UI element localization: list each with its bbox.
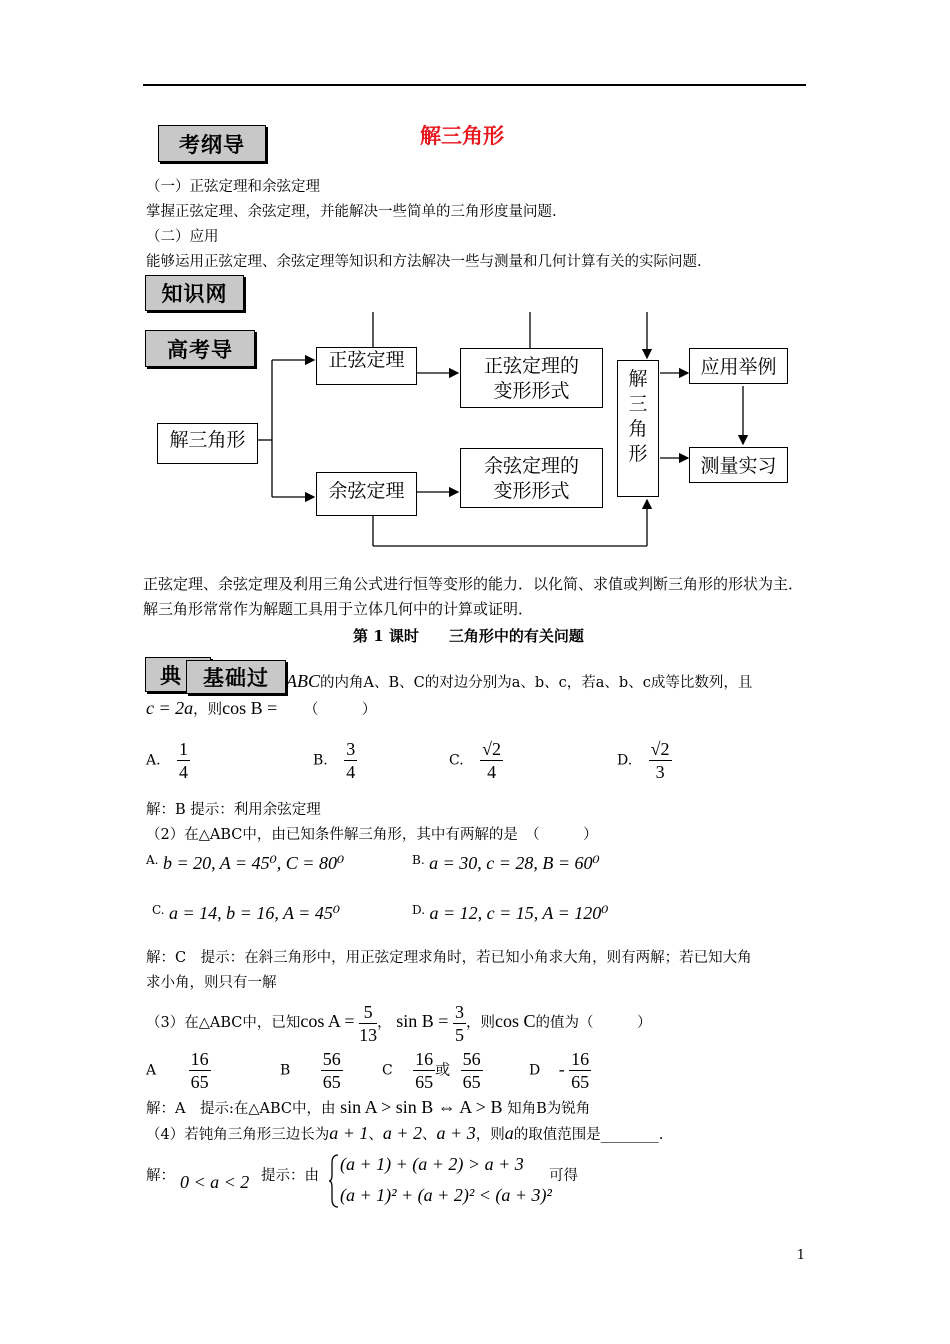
node-sine-variant bbox=[460, 348, 603, 408]
q4-system-line2: (a + 1)² + (a + 2)² < (a + 3)² bbox=[340, 1185, 552, 1205]
q3-c-den1: 65 bbox=[415, 1072, 434, 1092]
q1-stem-a: 的内角A、B、C的对边分别为a、b、c，若a、b、c成等比数列，且 bbox=[320, 675, 753, 691]
q4-hint: 提示：由 bbox=[261, 1168, 319, 1184]
page-number: 1 bbox=[796, 1248, 805, 1263]
q1-cosB: cos B = bbox=[222, 698, 278, 718]
q3-stem-b: ，则 bbox=[466, 1015, 496, 1031]
q3-c-num2: 56 bbox=[462, 1049, 481, 1069]
q4-s2: a + 2 bbox=[382, 1123, 423, 1143]
node-sine-variant-label: 正弦定理的变形形式 bbox=[483, 355, 579, 402]
q3-a-label: A bbox=[146, 1062, 157, 1079]
q1-stem-b: ，则 bbox=[193, 702, 223, 718]
q3-c-label: C bbox=[382, 1062, 393, 1079]
q2-d-label: D. bbox=[412, 903, 426, 917]
q3-cosC: cos C bbox=[495, 1011, 536, 1031]
tag-kaogang: 考纲导 bbox=[158, 125, 266, 162]
node-measure-label: 测量实习 bbox=[700, 455, 777, 477]
q4-s1: a + 1 bbox=[329, 1123, 369, 1143]
q3-answer-expr: sin A > sin B ⇔ A > B bbox=[340, 1097, 503, 1117]
q4-answer-expr: 0 < a < 2 bbox=[180, 1172, 250, 1192]
q3-sinB-den: 5 bbox=[455, 1024, 465, 1045]
q2-c-expr: a = 14, b = 16, A = 45⁰ bbox=[169, 903, 341, 923]
q3-stem-c: 的值为（ ） bbox=[535, 1015, 652, 1031]
q3-sinB: sin B = bbox=[396, 1011, 449, 1031]
node-cosine bbox=[316, 472, 417, 516]
q1-abc: ABC bbox=[286, 671, 320, 691]
node-root-label: 解三角形 bbox=[169, 429, 246, 451]
q3-b-num: 56 bbox=[322, 1049, 341, 1069]
lesson-title: 第 1 课时 三角形中的有关问题 bbox=[353, 627, 584, 645]
q3-cosA-num: 5 bbox=[359, 1001, 377, 1024]
q1-b-num: 3 bbox=[346, 739, 356, 759]
q2-b-label: B. bbox=[412, 853, 425, 867]
q1-c-label: C. bbox=[449, 752, 464, 769]
node-sine-label: 正弦定理 bbox=[328, 349, 405, 371]
q4-system-line1: (a + 1) + (a + 2) > a + 3 bbox=[340, 1154, 524, 1174]
q4-system-brace bbox=[328, 1153, 340, 1209]
node-solve-label: 解三角形 bbox=[628, 368, 648, 465]
tag-jichu: 基础过 bbox=[186, 660, 286, 694]
q1-option-a bbox=[146, 738, 190, 783]
q3-stem bbox=[146, 999, 652, 1046]
q1-a-label: A. bbox=[146, 752, 161, 769]
tag-dianli: 典 bbox=[145, 657, 211, 692]
q4-dun1: 、 bbox=[368, 1127, 383, 1143]
q2-answer-line1: 解：C 提示：在斜三角形中，用正弦定理求角时，若已知小角求大角，则有两解；若已知大角 bbox=[146, 950, 752, 966]
node-cosine-label: 余弦定理 bbox=[328, 480, 405, 502]
node-cosine-variant bbox=[460, 448, 603, 508]
q3-stem-a: （3）在△ABC中，已知 bbox=[146, 1015, 301, 1031]
q2-answer-line2: 求小角，则只有一解 bbox=[146, 975, 277, 991]
q3-d-num: 16 bbox=[571, 1049, 590, 1069]
q3-d-den: 65 bbox=[571, 1072, 590, 1092]
node-apply bbox=[689, 348, 788, 384]
q1-b-den: 4 bbox=[346, 762, 356, 782]
q2-option-a bbox=[146, 853, 344, 874]
q1-stem bbox=[286, 671, 752, 693]
q2-c-label: C. bbox=[152, 903, 165, 917]
q1-c-num: √2 bbox=[482, 739, 502, 759]
q1-d-num: √2 bbox=[650, 739, 670, 759]
q4-stem-a: （4）若钝角三角形三边长为 bbox=[146, 1127, 330, 1143]
q3-option-c bbox=[382, 1048, 483, 1093]
q1-d-label: D. bbox=[617, 752, 633, 769]
page-title: 解三角形 bbox=[420, 124, 504, 148]
q3-b-label: B bbox=[280, 1062, 291, 1079]
q1-answer: 解：B 提示：利用余弦定理 bbox=[146, 802, 321, 818]
q2-a-expr: b = 20, A = 45⁰, C = 80⁰ bbox=[162, 853, 345, 873]
q3-option-a bbox=[146, 1048, 211, 1093]
syllabus-item1-text: 掌握正弦定理、余弦定理，并能解决一些简单的三角形度量问题. bbox=[146, 204, 557, 220]
q2-d-expr: a = 12, c = 15, A = 120⁰ bbox=[429, 903, 609, 923]
node-sine bbox=[316, 347, 417, 385]
q3-c-num1: 16 bbox=[415, 1049, 434, 1069]
q2-option-d bbox=[412, 903, 608, 924]
q3-answer bbox=[146, 1097, 590, 1119]
node-measure bbox=[689, 447, 788, 483]
q1-a-num: 1 bbox=[179, 739, 189, 759]
q3-cosA-den: 13 bbox=[359, 1024, 378, 1045]
q1-stem-line2 bbox=[146, 698, 376, 720]
q3-answer-a: 解：A 提示:在△ABC中，由 bbox=[146, 1101, 336, 1117]
q1-paren: （ ） bbox=[303, 702, 377, 718]
q2-option-b bbox=[412, 853, 600, 874]
tag-zhishi: 知识网 bbox=[145, 275, 244, 311]
node-apply-label: 应用举例 bbox=[700, 356, 777, 378]
q1-option-b bbox=[313, 738, 357, 783]
q3-sinB-num: 3 bbox=[455, 1001, 465, 1022]
q1-d-den: 3 bbox=[655, 762, 665, 782]
q3-a-num: 16 bbox=[190, 1049, 209, 1069]
q3-d-label: D bbox=[529, 1062, 541, 1079]
q3-cosA: cos A = bbox=[300, 1011, 355, 1031]
tag-gaokao: 高考导 bbox=[145, 330, 255, 367]
q4-a: a bbox=[504, 1123, 514, 1143]
q1-cond: c = 2a bbox=[146, 698, 194, 718]
q3-c-den2: 65 bbox=[462, 1072, 481, 1092]
q3-option-b bbox=[280, 1048, 343, 1093]
q4-s3: a + 3 bbox=[436, 1123, 476, 1143]
q4-stem-c: 的取值范围是________. bbox=[513, 1127, 664, 1143]
q1-option-d bbox=[617, 738, 672, 783]
q1-a-den: 4 bbox=[179, 762, 189, 782]
q2-a-label: A. bbox=[146, 853, 159, 867]
q1-c-den: 4 bbox=[487, 762, 497, 782]
q3-sep: ， bbox=[377, 1015, 392, 1031]
node-cosine-variant-label: 余弦定理的变形形式 bbox=[483, 455, 579, 502]
q3-d-sign: - bbox=[558, 1058, 565, 1079]
syllabus-item1-heading: （一）正弦定理和余弦定理 bbox=[146, 179, 320, 195]
syllabus-item2-text: 能够运用正弦定理、余弦定理等知识和方法解决一些与测量和几何计算有关的实际问题. bbox=[146, 254, 702, 270]
q3-answer-b: 知角B为锐角 bbox=[507, 1101, 591, 1117]
q2-stem: （2）在△ABC中，由已知条件解三角形，其中有两解的是 （ ） bbox=[146, 827, 598, 843]
q2-b-expr: a = 30, c = 28, B = 60⁰ bbox=[429, 853, 600, 873]
q1-b-label: B. bbox=[313, 752, 328, 769]
exam-description: 正弦定理、余弦定理及利用三角公式进行恒等变形的能力．以化简、求值或判断三角形的形状为主．解三角形常常作为解题工具用于立体几何中的计算或证明． bbox=[143, 575, 804, 618]
node-solve bbox=[617, 360, 659, 497]
q3-option-d bbox=[529, 1048, 591, 1093]
q4-tail: 可得 bbox=[549, 1168, 578, 1184]
q3-a-den: 65 bbox=[190, 1072, 209, 1092]
syllabus-item2-heading: （二）应用 bbox=[146, 229, 219, 245]
q4-dun2: 、 bbox=[422, 1127, 437, 1143]
q4-stem-b: ，则 bbox=[475, 1127, 505, 1143]
q4-answer-label: 解： bbox=[146, 1168, 175, 1184]
q4-stem bbox=[146, 1123, 663, 1145]
q3-b-den: 65 bbox=[322, 1072, 341, 1092]
q1-option-c bbox=[449, 738, 503, 783]
q2-option-c bbox=[152, 903, 340, 924]
node-root bbox=[157, 423, 258, 464]
q3-c-or: 或 bbox=[435, 1060, 451, 1079]
